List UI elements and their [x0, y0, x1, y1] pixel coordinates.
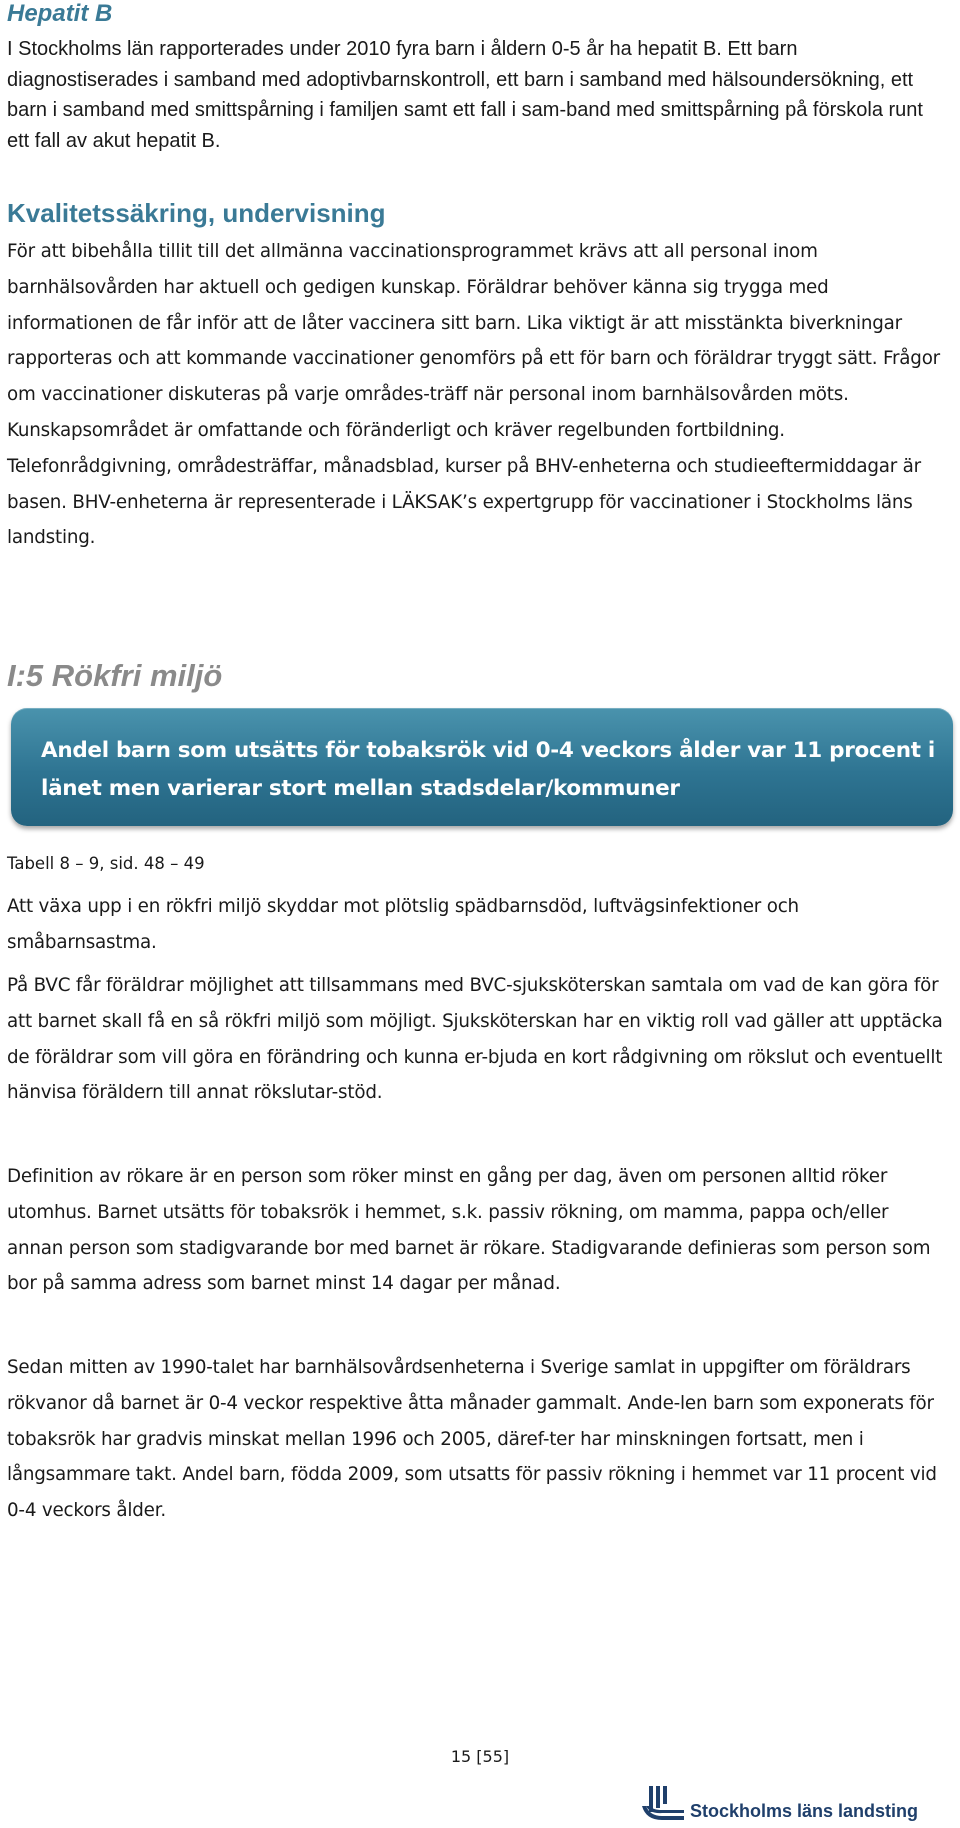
- logo-text: Stockholms läns landsting: [690, 1801, 919, 1821]
- body-paragraph: Att växa upp i en rökfri miljö skyddar mot plötslig spädbarnsdöd, luftvägsinfektioner och småbarnsastma.: [7, 896, 799, 953]
- kvalitet-heading: Kvalitetssäkring, undervisning: [7, 198, 386, 228]
- summary-banner: [11, 708, 953, 826]
- section-heading: I:5 Rökfri miljö: [7, 658, 223, 693]
- kvalitet-paragraph: För att bibehålla tillit till det allmänna vaccinationsprogrammet krävs att all personal inom barnhälsovården har aktuell och gedigen kunskap. Föräldrar behöver känna sig trygga med informationen de får inför att de låter vaccinera sitt barn. Lika viktigt är att misstänkta biverkningar rapporteras och att kommande vaccinationer genomförs på ett för barn och föräldrar tryggt sätt. Frågor om vaccinationer diskuteras på varje områdes-träff när personal inom barnhälsovården möts. Kunskapsområdet är omfattande och föränderligt och kräver regelbunden fortbildning. Telefonrådgivning, områdesträffar, månadsblad, kurser på BHV-enheterna och studieeftermiddagar är basen. BHV-enheterna är representerade i LÄKSAK’s expertgrupp för vaccinationer i Stockholms läns landsting.: [7, 241, 941, 549]
- page-number: 15 [55]: [450, 1747, 510, 1766]
- body-paragraph: Sedan mitten av 1990-talet har barnhälsovårdsenheterna i Sverige samlat in uppgifter om föräldrars rökvanor då barnet är 0-4 veckor respektive åtta månader gammalt. Ande-len barn som exponerats för tobaksrök har gradvis minskat mellan 1996 och 2005, däref-ter har minskningen fortsatt, men i långsammare takt. Andel barn, födda 2009, som utsatts för passiv rökning i hemmet var 11 procent vid 0-4 veckors ålder.: [7, 1357, 937, 1522]
- body-paragraph: På BVC får föräldrar möjlighet att tillsammans med BVC-sjuksköterskan samtala om vad de kan göra för att barnet skall få en så rökfri miljö som möjligt. Sjuksköterskan har en viktig roll vad gäller att upptäcka de föräldrar som vill göra en förändring och kunna er-bjuda en kort rådgivning om rökslut och eventuellt hänvisa föräldern till annat rökslutar-stöd.: [7, 975, 943, 1104]
- hepatit-heading: Hepatit B: [7, 0, 113, 27]
- table-reference: Tabell 8 – 9, sid. 48 – 49: [7, 854, 205, 873]
- body-paragraph: Definition av rökare är en person som röker minst en gång per dag, även om personen alltid röker utomhus. Barnet utsätts för tobaksrök i hemmet, s.k. passiv rökning, om mamma, pappa och/eller annan person som stadigvarande bor med barnet är rökare. Stadigvarande definieras som person som bor på samma adress som barnet minst 14 dagar per månad.: [7, 1166, 931, 1295]
- sll-logo-icon: [642, 1786, 684, 1822]
- organization-logo: [642, 1782, 942, 1822]
- summary-banner-text: Andel barn som utsätts för tobaksrök vid 0-4 veckors ålder var 11 procent i länet men varierar stort mellan stadsdelar/kommuner: [41, 738, 935, 801]
- hepatit-paragraph: I Stockholms län rapporterades under 2010 fyra barn i åldern 0-5 år ha hepatit B. Ett barn diagnostiserades i samband med adoptivbarnskontroll, ett barn i samband med hälsoundersökning, ett barn i samband med smittspårning i familjen samt ett fall i sam-band med smittspårning på förskola runt ett fall av akut hepatit B.: [7, 38, 923, 152]
